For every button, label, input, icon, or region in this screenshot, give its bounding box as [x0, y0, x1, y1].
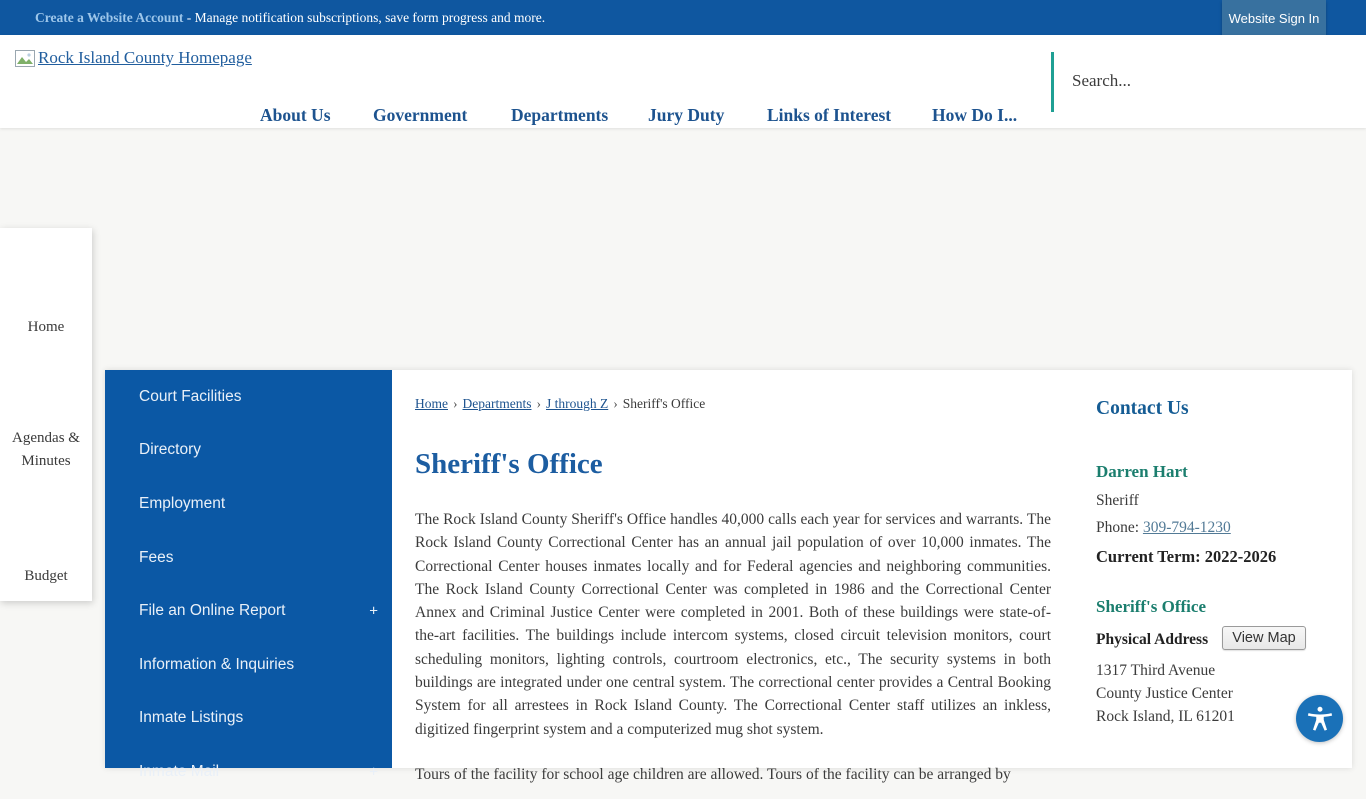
top-utility-bar — [0, 0, 1366, 35]
contact-person-title: Sheriff — [1096, 492, 1139, 509]
article-paragraph: The Rock Island County Sheriff's Office handles 40,000 calls each year for services and warrants. The Rock Island County Correctional Center has an annual jail population of over 10,000 inmates. The Correctional Center houses inmates locally and for Federal agencies and neighboring communities. The Rock Island County Correctional Center was completed in 1986 and the Correctional Center Annex and Criminal Justice Center were completed in 2001. Both of these buildings were state-of-the-art facilities. The buildings include intercom systems, closed circuit television monitors, court scheduling monitors, lighting controls, courtroom electronics, etc., The security systems in both buildings are integrated under one central system. The correctional center provides a Central Booking System for all arrestees in Rock Island County. The Correctional Center staff utilizes an inkless, digitized fingerprint system and a computerized mug shot system. — [415, 511, 1051, 738]
article-body — [415, 508, 1051, 786]
expand-plus-icon[interactable]: + — [369, 602, 378, 620]
accessibility-button[interactable] — [1296, 695, 1343, 742]
site-header — [0, 35, 1366, 128]
sidebar-item-label: Court Facilities — [139, 387, 242, 405]
nav-jury-duty[interactable]: Jury Duty — [648, 105, 725, 125]
contact-panel — [1096, 398, 1348, 728]
search-input[interactable] — [1072, 68, 1322, 94]
breadcrumb-separator: › — [453, 396, 458, 411]
nav-government[interactable]: Government — [373, 105, 468, 125]
sidebar-item-court-facilities[interactable] — [105, 370, 392, 424]
contact-us-heading: Contact Us — [1096, 398, 1189, 419]
quick-link-budget[interactable]: Budget — [24, 568, 68, 584]
address-line: County Justice Center — [1096, 685, 1233, 702]
contact-person-name: Darren Hart — [1096, 462, 1188, 481]
sidebar-item-label: Information & Inquiries — [139, 655, 295, 673]
sidebar-item-inmate-listings[interactable] — [105, 692, 392, 746]
sidebar-item-file-an-online-report[interactable] — [105, 584, 392, 638]
contact-phone-line — [1096, 519, 1348, 537]
create-account-link[interactable]: Create a Website Account — [35, 10, 184, 25]
page-title: Sheriff's Office — [415, 448, 603, 480]
sidebar-item-employment[interactable] — [105, 477, 392, 531]
sidebar-item-label: Fees — [139, 548, 174, 566]
breadcrumb-separator: › — [613, 396, 618, 411]
physical-address-row — [1096, 631, 1348, 655]
breadcrumb-departments[interactable]: Departments — [462, 396, 532, 411]
physical-address-label: Physical Address — [1096, 631, 1209, 648]
sidebar-item-label: Directory — [139, 441, 202, 459]
quick-link-home[interactable]: Home — [27, 319, 65, 335]
address-line: 1317 Third Avenue — [1096, 662, 1216, 679]
section-sidebar — [105, 370, 392, 781]
search-divider — [1051, 52, 1054, 112]
phone-label: Phone: — [1096, 519, 1143, 536]
sidebar-item-directory[interactable] — [105, 424, 392, 478]
phone-number-link[interactable]: 309-794-1230 — [1142, 519, 1231, 536]
quick-links-panel — [0, 228, 92, 601]
sidebar-item-label: Inmate Listings — [139, 709, 244, 727]
address-line: Rock Island, IL 61201 — [1096, 708, 1235, 725]
breadcrumb-j-through-z[interactable]: J through Z — [545, 396, 609, 411]
nav-about-us[interactable]: About Us — [260, 105, 331, 125]
account-promo-text — [35, 0, 545, 35]
expand-plus-icon[interactable]: + — [369, 763, 378, 781]
sidebar-item-label: File an Online Report — [139, 602, 286, 620]
nav-how-do-i[interactable]: How Do I... — [932, 105, 1018, 125]
content-card — [105, 370, 1352, 783]
breadcrumb-current: Sheriff's Office — [622, 396, 706, 411]
website-sign-in-button[interactable]: Website Sign In — [1222, 0, 1326, 37]
breadcrumb-separator: › — [536, 396, 541, 411]
breadcrumb — [415, 396, 1075, 412]
contact-office-heading: Sheriff's Office — [1096, 597, 1206, 616]
broken-image-icon — [15, 50, 35, 67]
breadcrumb-home[interactable]: Home — [415, 396, 448, 411]
current-term: Current Term: 2022-2026 — [1096, 547, 1277, 566]
sidebar-item-inmate-mail[interactable] — [105, 745, 392, 799]
sidebar-item-label: Inmate Mail — [139, 762, 220, 780]
sidebar-item-label: Employment — [139, 494, 226, 512]
homepage-logo-link[interactable] — [15, 48, 252, 68]
article-paragraph-partial: Tours of the facility for school age children are allowed. Tours of the facility can be arranged by — [415, 765, 1011, 783]
quick-link-agendas-minutes[interactable]: Agendas & Minutes — [12, 430, 80, 469]
sidebar-item-fees[interactable] — [105, 531, 392, 585]
account-promo-suffix: - Manage notification subscriptions, save form progress and more. — [186, 10, 546, 25]
sidebar-item-information-inquiries[interactable] — [105, 638, 392, 692]
nav-links-of-interest[interactable]: Links of Interest — [767, 105, 892, 125]
logo-text: Rock Island County Homepage — [38, 48, 252, 67]
view-map-button[interactable]: View Map — [1222, 626, 1306, 650]
nav-departments[interactable]: Departments — [511, 105, 609, 125]
accessibility-icon — [1305, 704, 1335, 734]
